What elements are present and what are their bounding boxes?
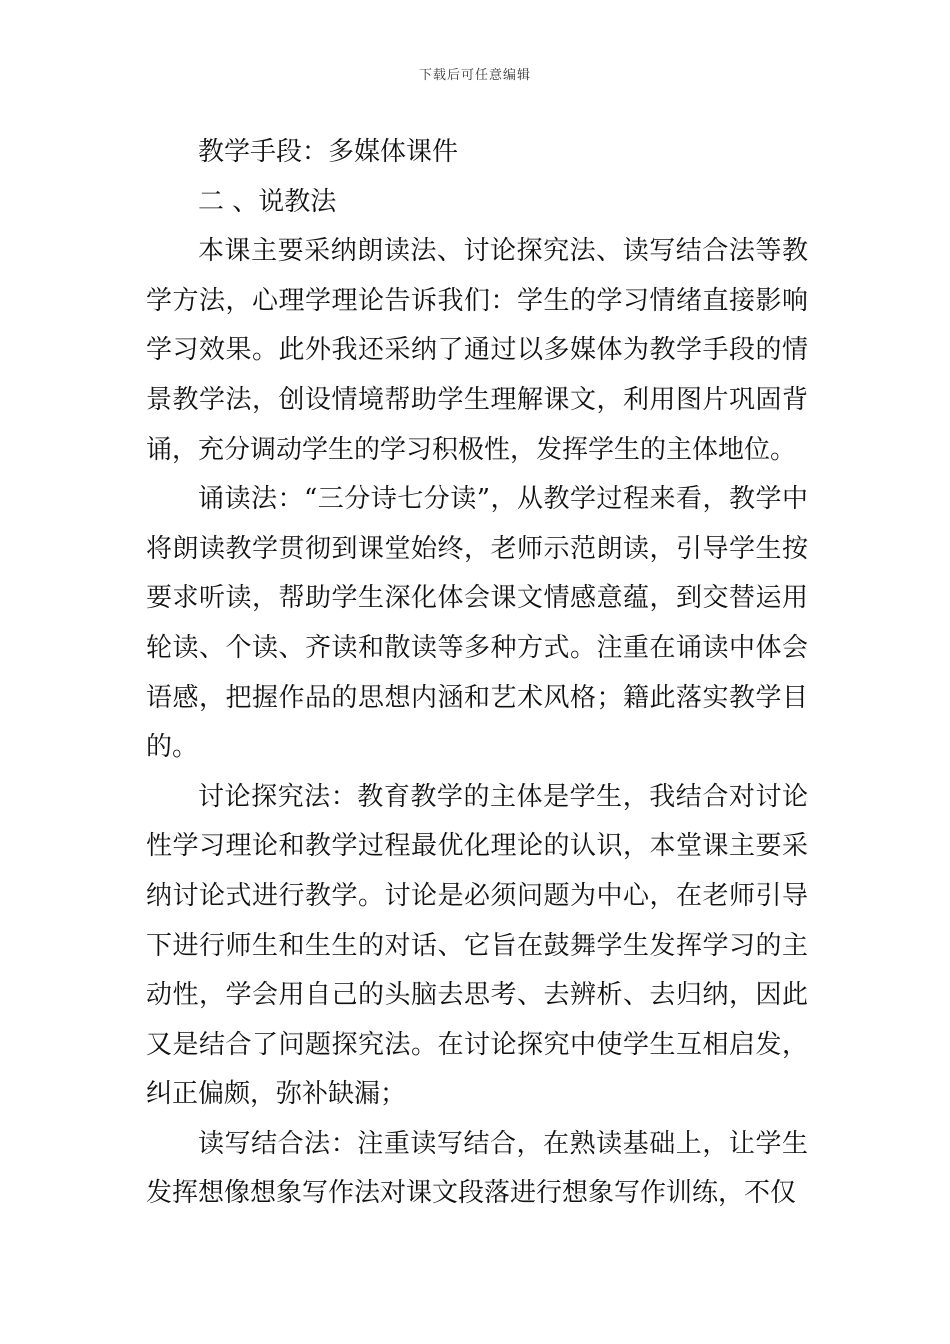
paragraph-discussion-method: 讨论探究法：教育教学的主体是学生，我结合对讨论性学习理论和教学过程最优化理论的认识，本堂课主要采纳讨论式进行教学。讨论是必须问题为中心，在老师引导下进行师生和生生的对话、它旨在鼓舞学生发挥学习的主动性，学会用自己的头脑去思考、去辨析、去归纳，因此又是结合了问题探究法。在讨论探究中使学生互相启发，纠正偏颇，弥补缺漏； [146,781,808,1110]
page-header-note: 下载后可任意编辑 [418,68,531,83]
paragraph-methods-overview: 本课主要采纳朗读法、讨论探究法、读写结合法等教学方法，心理学理论告诉我们：学生的学习情绪直接影响学习效果。此外我还采纳了通过以多媒体为教学手段的情景教学法，创设情境帮助学生理解课文，利用图片巩固背诵，充分调动学生的学习积极性，发挥学生的主体地位。 [146,236,808,465]
document-body [146,128,808,1219]
section-heading-teaching-methods: 二 、说教法 [198,186,337,217]
paragraph-recitation-method: 诵读法：“三分诗七分读”，从教学过程来看，教学中将朗读教学贯彻到课堂始终，老师示范朗读，引导学生按要求听读，帮助学生深化体会课文情感意蕴，到交替运用轮读、个读、齐读和散读等多种方式。注重在诵读中体会语感，把握作品的思想内涵和艺术风格；籍此落实教学目的。 [146,484,808,763]
paragraph-reading-writing-method: 读写结合法：注重读写结合，在熟读基础上，让学生发挥想像想象写作法对课文段落进行想象写作训练，不仅 [146,1128,808,1209]
paragraph-teaching-means: 教学手段：多媒体课件 [198,137,459,167]
